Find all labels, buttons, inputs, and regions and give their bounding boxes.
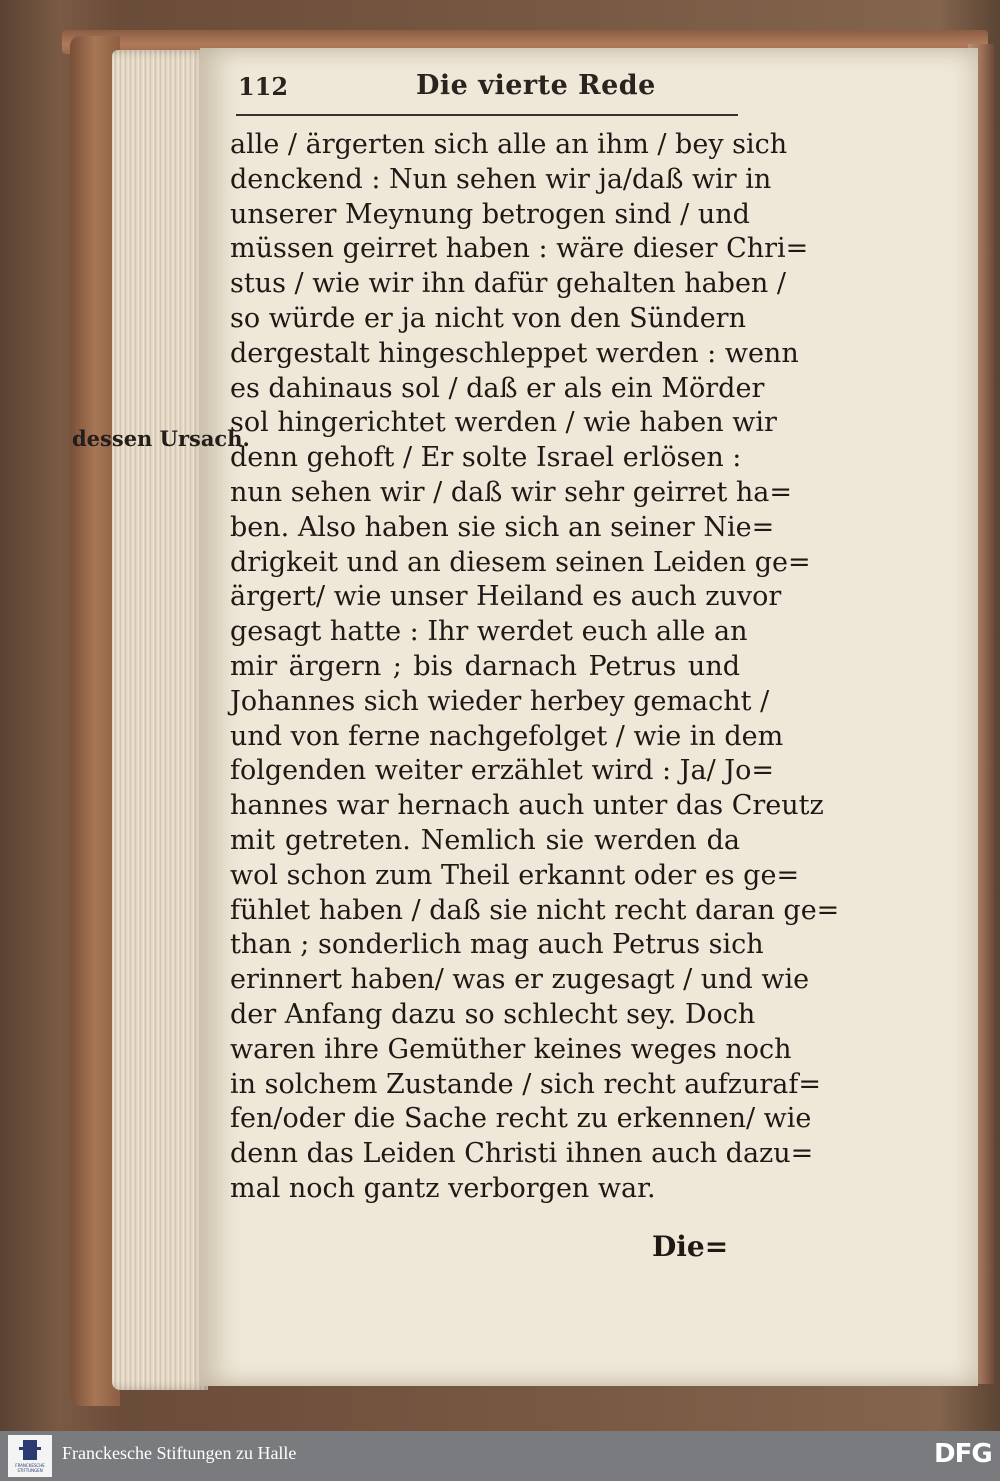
text-line: alle / ärgerten sich alle an ihm / bey sich <box>230 129 788 160</box>
body-text <box>230 128 840 1207</box>
logo-text: FRANCKESCHE STIFTUNGEN <box>15 1463 45 1473</box>
text-line: sol hingerichtet werden / wie haben wir <box>230 407 777 439</box>
foundation-emblem-icon <box>23 1440 37 1460</box>
franckesche-stiftungen-logo <box>8 1435 52 1477</box>
text-line: erinnert haben/ was er zugesagt / und wie <box>230 964 810 996</box>
text-line: stus / wie wir ihn dafür gehalten haben / <box>230 268 787 300</box>
text-line: drigkeit und an diesem seinen Leiden ge= <box>230 546 811 578</box>
text-line: unserer Meynung betrogen sind / und <box>230 198 750 230</box>
margin-note: dessen Ursach. <box>72 426 250 451</box>
text-line: waren ihre Gemüther keines weges noch <box>230 1033 792 1065</box>
running-title: Die vierte Rede <box>416 70 656 101</box>
text-line: ärgert/ wie unser Heiland es auch zuvor <box>230 581 782 613</box>
text-line: so würde er ja nicht von den Sündern <box>230 302 746 334</box>
text-line: mal noch gantz verborgen war. <box>230 1172 656 1204</box>
text-line: in solchem Zustande / sich recht aufzuraf= <box>230 1068 822 1100</box>
footer-bar <box>0 1431 1000 1481</box>
text-line: der Anfang dazu so schlecht sey. Doch <box>230 998 756 1030</box>
text-line: ben. Also haben sie sich an seiner Nie= <box>230 511 775 543</box>
text-line: denn das Leiden Christi ihnen auch dazu= <box>230 1138 814 1170</box>
text-line: hannes war hernach auch unter das Creutz <box>230 790 824 822</box>
text-line: mit getreten. Nemlich sie werden da <box>230 824 740 856</box>
text-line: fen/oder die Sache recht zu erkennen/ wie <box>230 1103 812 1135</box>
text-line: nun sehen wir / daß wir sehr geirret ha= <box>230 476 793 508</box>
institution-name: Franckesche Stiftungen zu Halle <box>62 1443 297 1463</box>
text-line: gesagt hatte : Ihr werdet euch alle an <box>230 616 748 648</box>
text-line: wol schon zum Theil erkannt oder es ge= <box>230 859 800 891</box>
text-line: mir ärgern ; bis darnach Petrus und <box>230 650 740 682</box>
text-line: es dahinaus sol / daß er als ein Mörder <box>230 372 765 404</box>
page-stack-edges <box>112 50 208 1390</box>
text-line: dergestalt hingeschleppet werden : wenn <box>230 337 799 369</box>
text-line: müssen geirret haben : wäre dieser Chri= <box>230 233 809 265</box>
page-header <box>238 70 740 110</box>
text-line: fühlet haben / daß sie nicht recht daran ge= <box>230 894 840 926</box>
catchword: Die= <box>652 1230 729 1263</box>
text-line: und von ferne nachgefolget / wie in dem <box>230 720 784 752</box>
text-line: Johannes sich wieder herbey gemacht / <box>230 685 770 717</box>
page-number: 112 <box>238 72 289 101</box>
text-line: folgenden weiter erzählet wird : Ja/ Jo= <box>230 755 774 787</box>
header-rule <box>236 114 738 116</box>
text-line: denckend : Nun sehen wir ja/daß wir in <box>230 163 772 195</box>
dfg-logo: DFG <box>934 1439 992 1469</box>
text-line: denn gehoft / Er solte Israel erlösen : <box>230 442 742 474</box>
text-line: than ; sonderlich mag auch Petrus sich <box>230 929 764 961</box>
